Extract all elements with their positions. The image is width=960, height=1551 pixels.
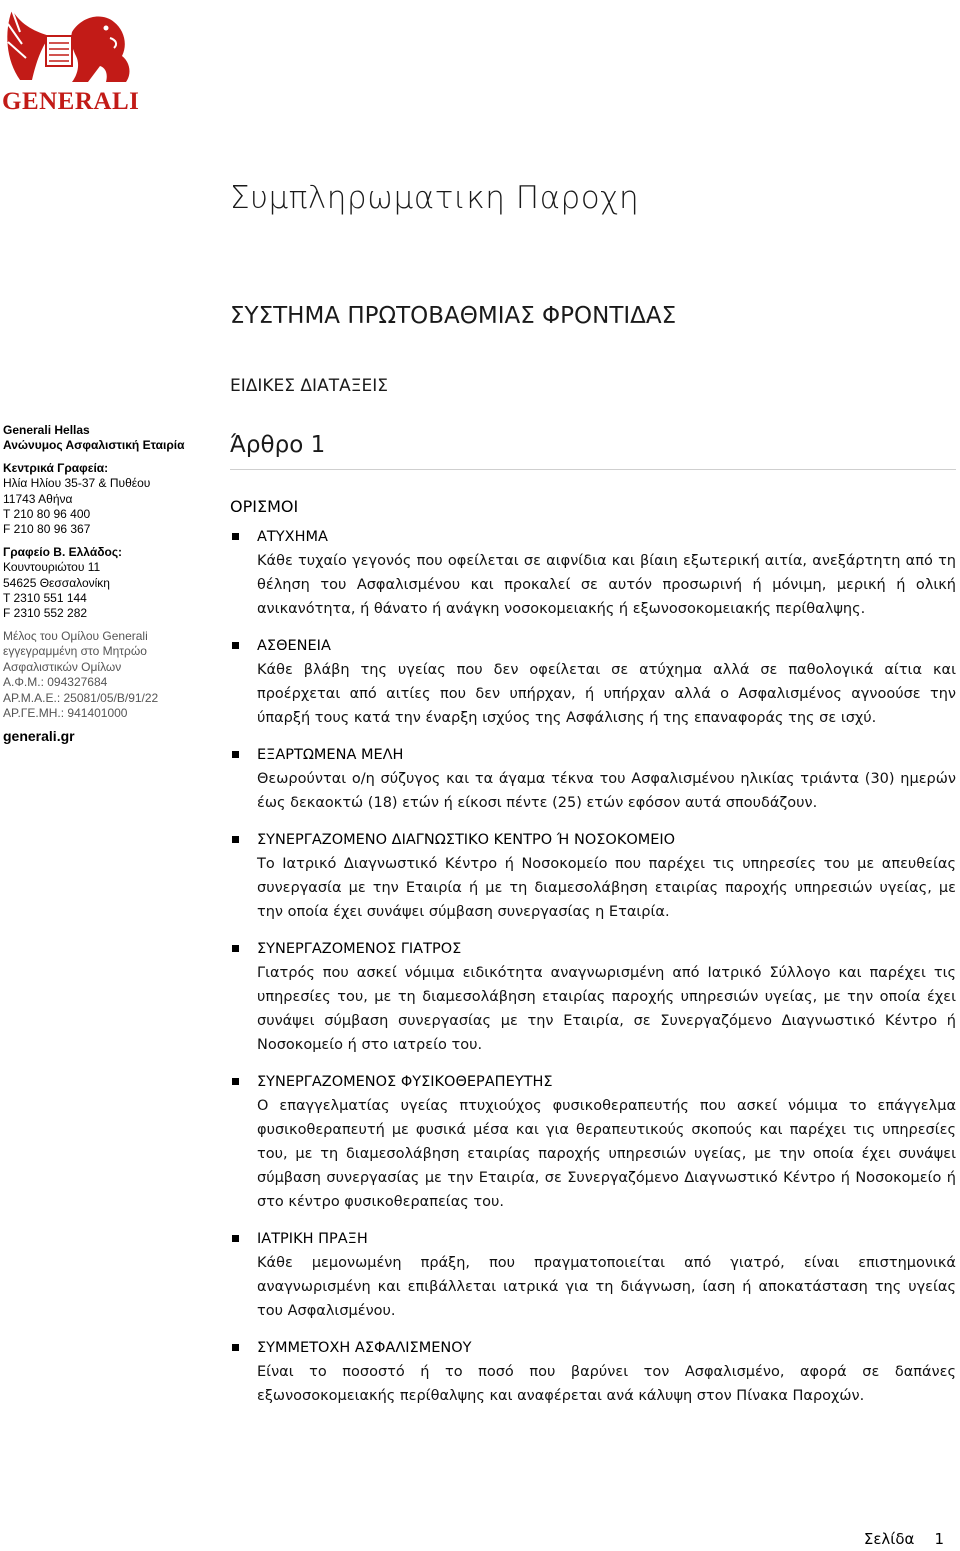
registry-line: Μέλος του Ομίλου Generali	[3, 628, 148, 643]
company-type: Ανώνυμος Ασφαλιστική Εταιρία	[3, 438, 185, 453]
definition-term: ΣΥΝΕΡΓΑΖΟΜΕΝΟ ΔΙΑΓΝΩΣΤΙΚΟ ΚΕΝΤΡΟ Ή ΝΟΣΟΚΟΜΕΙΟ	[257, 832, 676, 848]
north-office-address: Κουντουριώτου 11	[3, 560, 101, 575]
article-heading: Άρθρο 1	[230, 432, 326, 458]
square-bullet-icon	[232, 1344, 239, 1351]
head-office-label: Κεντρικά Γραφεία:	[3, 460, 109, 475]
definition-item	[230, 1227, 956, 1323]
head-office-fax: F 210 80 96 367	[3, 522, 91, 537]
definition-item	[230, 828, 956, 924]
definition-term: ΕΞΑΡΤΩΜΕΝΑ ΜΕΛΗ	[257, 747, 404, 763]
registry-line: Α.Φ.Μ.: 094327684	[3, 675, 108, 690]
company-sidebar	[3, 423, 203, 745]
website-link[interactable]: generali.gr	[3, 728, 75, 745]
divider	[230, 469, 956, 470]
page-label: Σελίδα	[863, 1530, 915, 1548]
definition-text: Κάθε τυχαίο γεγονός που οφείλεται σε αιφνίδια και βίαιη εξωτερική αιτία, ανεξάρτητη από τη θέληση του Ασφαλισμένου και προκαλεί σε αυτόν προσωρινή ή μόνιμη, μερική ή ολική ανικανότητα, ή θάνατο ή ανάγκη νοσοκομειακής ή εξωνοσοκομειακής περίθαλψης.	[257, 553, 956, 617]
registry-line: ΑΡ.ΓΕ.ΜΗ.: 941401000	[3, 705, 128, 720]
definition-text: Είναι το ποσοστό ή το ποσό που βαρύνει τον Ασφαλισμένο, αφορά σε δαπάνες εξωνοσοκομειακής περίθαλψης και αναφέρεται ανά κάλυψη στον Πίνακα Παροχών.	[257, 1364, 956, 1404]
definition-item	[230, 743, 956, 815]
definition-text: Το Ιατρικό Διαγνωστικό Κέντρο ή Νοσοκομείο που παρέχει τις υπηρεσίες του με απευθείας συνεργασία με την Εταιρία ή με τη διαμεσολάβηση εταιρίας παροχής υπηρεσιών υγείας, με την οποία έχει συνάψει σύμβαση συνεργασίας η Εταιρία.	[257, 856, 956, 920]
company-name-block	[3, 423, 203, 454]
definition-term: ΑΤΥΧΗΜΑ	[257, 529, 328, 545]
square-bullet-icon	[232, 945, 239, 952]
generali-logo	[2, 2, 140, 115]
company-name: Generali Hellas	[3, 423, 90, 437]
page-title: Συμπληρωματικη Παροχη	[230, 180, 640, 216]
square-bullet-icon	[232, 1078, 239, 1085]
north-office-block	[3, 545, 203, 622]
registry-line: εγγεγραμμένη στο Μητρώο	[3, 644, 147, 659]
definition-term: ΣΥΝΕΡΓΑΖΟΜΕΝΟΣ ΦΥΣΙΚΟΘΕΡΑΠΕΥΤΗΣ	[257, 1074, 553, 1090]
definition-term: ΑΣΘΕΝΕΙΑ	[257, 638, 331, 654]
page-footer	[864, 1530, 944, 1548]
special-terms-heading: ΕΙΔΙΚΕΣ ΔΙΑΤΑΞΕΙΣ	[230, 376, 388, 396]
definition-item	[230, 1070, 956, 1214]
definition-item	[230, 1336, 956, 1408]
head-office-phone: T 210 80 96 400	[3, 507, 91, 522]
definition-term: ΣΥΝΕΡΓΑΖΟΜΕΝΟΣ ΓΙΑΤΡΟΣ	[257, 941, 462, 957]
north-office-phone: T 2310 551 144	[3, 591, 87, 606]
definition-item	[230, 634, 956, 730]
definition-text: Ο επαγγελματίας υγείας πτυχιούχος φυσικοθεραπευτής που ασκεί νόμιμα το επάγγελμα φυσικοθεραπευτή με φυσικά μέσα και για θεραπευτικούς σκοπούς και παρέχει τις υπηρεσίες του, με τη διαμεσολάβηση εταιρίας παροχής υπηρεσιών υγείας, με την οποία έχει συνάψει σύμβαση συνεργασίας με την Εταιρία, σε Συνεργαζόμενο Διαγνωστικό Κέντρο ή Νοσοκομείο ή στο κέντρο φυσικοθεραπείας του.	[257, 1098, 956, 1210]
definition-term: ΙΑΤΡΙΚΗ ΠΡΑΞΗ	[257, 1231, 368, 1247]
brand-wordmark: GENERALI	[2, 88, 140, 115]
definitions-heading: ΟΡΙΣΜΟΙ	[230, 497, 299, 516]
head-office-block	[3, 461, 203, 538]
definition-text: Κάθε βλάβη της υγείας που δεν οφείλεται σε ατύχημα αλλά σε παθολογικά αίτια και προέρχεται από αιτίες που δεν υπήρχαν, ή υπήρχαν αλλά ο Ασφαλισμένος αγνοούσε την ύπαρξή τους κατά την έναρξη ισχύος της Ασφάλισης ή της επαναφοράς της σε ισχύ.	[257, 662, 956, 726]
registry-line: ΑΡ.Μ.Α.Ε.: 25081/05/Β/91/22	[3, 690, 159, 705]
north-office-fax: F 2310 552 282	[3, 606, 88, 621]
square-bullet-icon	[232, 751, 239, 758]
definition-item	[230, 525, 956, 621]
square-bullet-icon	[232, 642, 239, 649]
square-bullet-icon	[232, 836, 239, 843]
definition-term: ΣΥΜΜΕΤΟΧΗ ΑΣΦΑΛΙΣΜΕΝΟΥ	[257, 1340, 472, 1356]
head-office-city: 11743 Αθήνα	[3, 491, 73, 506]
head-office-address: Ηλία Ηλίου 35-37 & Πυθέου	[3, 476, 151, 491]
definitions-list	[230, 525, 956, 1421]
registry-line: Ασφαλιστικών Ομίλων	[3, 659, 122, 674]
definition-text: Θεωρούνται ο/η σύζυγος και τα άγαμα τέκνα του Ασφαλισμένου ηλικίας τριάντα (30) ημερών έως δεκαοκτώ (18) ετών ή είκοσι πέντε (25) ετών εφόσον αυτά σπουδάζουν.	[257, 771, 956, 811]
north-office-label: Γραφείο Β. Ελλάδος:	[3, 544, 123, 559]
page-number: 1	[934, 1530, 944, 1548]
definition-text: Γιατρός που ασκεί νόμιμα ειδικότητα αναγνωρισμένη από Ιατρικό Σύλλογο και παρέχει τις υπηρεσίες του, με τη διαμεσολάβηση εταιρίας παροχής υπηρεσιών υγείας, με την οποία έχει συνάψει σύμβαση συνεργασίας με την Εταιρία, σε Συνεργαζόμενο Διαγνωστικό Κέντρο ή Νοσοκομείο ή στο ιατρείο του.	[257, 965, 956, 1053]
square-bullet-icon	[232, 533, 239, 540]
square-bullet-icon	[232, 1235, 239, 1242]
definition-text: Κάθε μεμονωμένη πράξη, που πραγματοποιείται από γιατρό, είναι επιστημονικά αναγνωρισμένη και επιβάλλεται ιατρικά για τη διάγνωση, ίαση ή αποκατάσταση της υγείας του Ασφαλισμένου.	[257, 1255, 956, 1319]
registry-block	[3, 629, 203, 721]
definition-item	[230, 937, 956, 1057]
page-subtitle: ΣΥΣΤΗΜΑ ΠΡΩΤΟΒΑΘΜΙΑΣ ΦΡΟΝΤΙΔΑΣ	[230, 303, 677, 329]
north-office-city: 54625 Θεσσαλονίκη	[3, 575, 110, 590]
winged-lion-icon	[2, 2, 134, 92]
